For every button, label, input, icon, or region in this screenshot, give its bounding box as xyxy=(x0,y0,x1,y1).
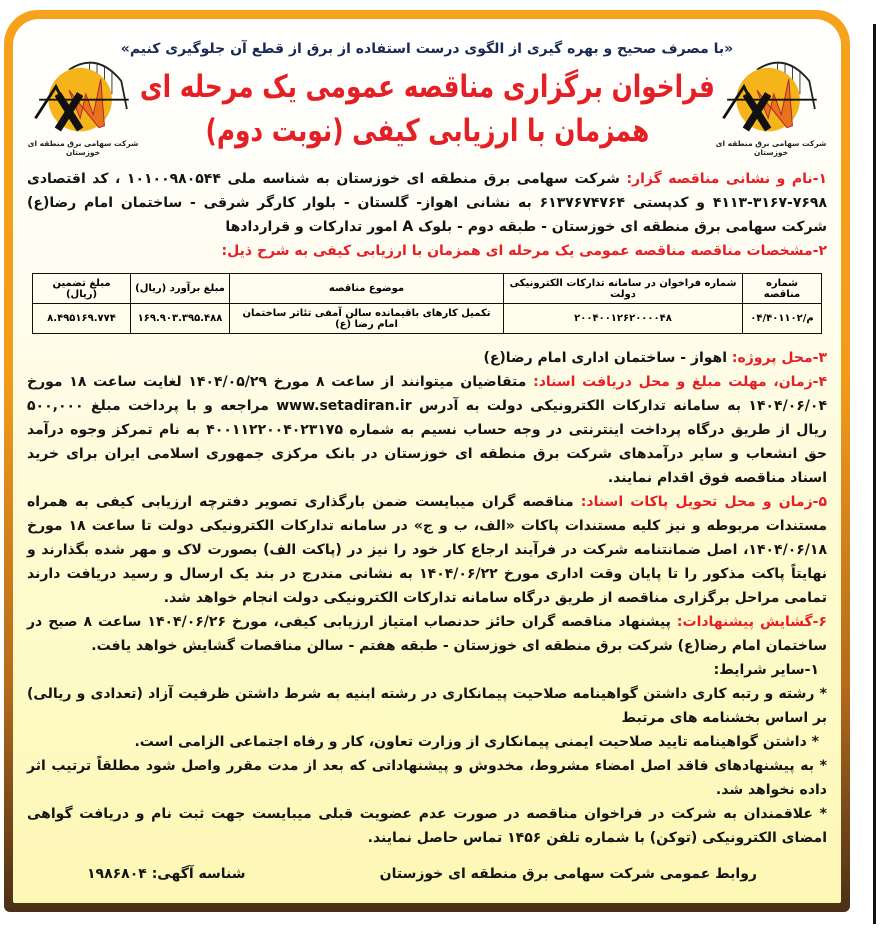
notice-body xyxy=(13,19,841,903)
section-4-heading: ۴-زمان، مهلت مبلغ و محل دریافت اسناد: xyxy=(533,374,828,390)
col-tender-number: شماره مناقصه xyxy=(743,274,822,304)
logo-caption: شرکت سهامی برق منطقه ای خوزستان xyxy=(27,139,139,157)
section-6-heading: ۶-گشایش پیشنهادات: xyxy=(676,614,828,630)
section-4-body: متقاضیان میتوانند از ساعت ۸ مورخ ۱۴۰۴/۰۵/۲۹ لغایت ساعت ۱۸ مورخ ۱۴۰۴/۰۶/۰۴ به سامانه تدارکات الکترونیکی دولت به آدرس www.setadiran.ir مراجعه و با پرداخت مبلغ ۵۰۰,۰۰۰ ریال از طریق درگاه پرداخت اینترنتی در وجه حساب نسیم به شماره ۴۰۰۱۱۲۲۰۰۴۰۲۳۱۷۵ به نام تمرکز وجوه درآمد حق انشعاب و سایر درآمدهای شرکت برق منطقه ای خوزستان در بانک مرکزی جمهوری اسلامی ایران برای خرید اسناد مناقصه فوق اقدام نمایند. xyxy=(27,374,827,486)
cell-tender-number: م/۰۴/۴۰۱۱۰۲ xyxy=(743,304,822,334)
section-6-body: پیشنهاد مناقصه گران حائز حدنصاب امتیاز ارزیابی کیفی، مورخ ۱۴۰۴/۰۶/۲۶ ساعت ۸ صبح در ساختمان امام رضا(ع) شرکت برق منطقه ای خوزستان - طبقه هفتم - سالن مناقصات گشایش خواهد یافت. xyxy=(27,614,827,654)
notice-title-line1-wrap xyxy=(27,69,827,105)
publisher-credit: روابط عمومی شرکت سهامی برق منطقه ای خوزستان xyxy=(379,866,757,882)
col-subject: موضوع مناقصه xyxy=(230,274,504,304)
condition-item: * داشتن گواهینامه تایید صلاحیت ایمنی پیمانکاری از وزارت تعاون، کار و رفاه اجتماعی الزامی است. xyxy=(134,734,819,750)
tender-table xyxy=(32,273,822,334)
section-1-heading: ۱-نام و نشانی مناقصه گزار: xyxy=(626,171,827,187)
condition-item: * علاقمندان به شرکت در فراخوان مناقصه در صورت عدم عضویت قبلی میبایست جهت ثبت نام و دریافت گواهی امضای الکترونیکی (توکن) با شماره تلفن ۱۴۵۶ تماس حاصل نمایند. xyxy=(27,806,827,846)
condition-item: * رشته و رتبه کاری داشتن گواهینامه صلاحیت پیمانکاری در رشته ابنیه به شرط داشتن ظرفیت آزاد (تعدادی و ریالی) بر اساس بخشنامه های مرتبط xyxy=(27,686,827,726)
notice-title-line2-wrap xyxy=(27,113,827,149)
col-estimate: مبلغ برآورد (ریال) xyxy=(131,274,230,304)
cell-estimate: ۱۶۹.۹۰۳.۳۹۵.۴۸۸ xyxy=(131,304,230,334)
notice-title-line1: فراخوان برگزاری مناقصه عمومی یک مرحله ای xyxy=(139,69,715,105)
scan-edge-line xyxy=(873,24,876,924)
col-call-number: شماره فراخوان در سامانه تدارکات الکترونیکی دولت xyxy=(504,274,743,304)
col-guarantee: مبلغ تضمین (ریال) xyxy=(33,274,131,304)
section-5-body: مناقصه گران میبایست ضمن بارگذاری تصویر دفترچه ارزیابی کیفی به همراه مستندات مربوطه و نیز کلیه مستندات پاکات «الف، ب و ج» در سامانه تدارکات الکترونیکی دولت تا ساعت ۱۸ مورخ ۱۴۰۴/۰۶/۱۸، اصل ضمانتنامه شرکت در فرآیند ارجاع کار خود را نیز در (پاکت الف) بصورت لاک و مهر شده بگذارند و نهایتاً پاکت مذکور را تا پایان وقت اداری مورخ ۱۴۰۴/۰۶/۲۲ به نشانی مندرج در بند یک ارسال و رسید دریافت دارند تمامی مراحل برگزاری مناقصه از طریق درگاه سامانه تدارکات الکترونیکی دولت انجام خواهد شد. xyxy=(27,494,828,606)
cell-guarantee: ۸.۴۹۵۱۶۹.۷۷۴ xyxy=(33,304,131,334)
ad-id: شناسه آگهی: ۱۹۸۶۸۰۴ xyxy=(87,866,246,882)
conditions-heading: ۱-سایر شرایط: xyxy=(713,662,819,678)
section-1-body: شرکت سهامی برق منطقه ای خوزستان به شناسه ملی ۱۰۱۰۰۹۸۰۵۴۴ ، کد اقتصادی ۷۶۹۸-۳۱۶۷-۴۱۱۳ و کدپستی ۶۱۳۷۶۷۴۷۶۴ به نشانی اهواز- گلستان - بلوار کارگر شرقی - ساختمان امام رضا(ع) شرکت سهامی برق منطقه ای خوزستان - طبقه دوم - بلوک A امور تدارکات و قراردادها xyxy=(27,171,827,235)
section-2-heading: ۲-مشخصات مناقصه مناقصه عمومی یک مرحله ای همزمان با ارزیابی کیفی به شرح ذیل: xyxy=(221,243,827,259)
section-3-heading: ۳-محل پروژه: xyxy=(731,350,827,366)
footer xyxy=(27,850,827,886)
slogan: «با مصرف صحیح و بهره گیری از الگوی درست استفاده از برق از قطع آن جلوگیری کنیم» xyxy=(120,41,734,57)
section-5-heading: ۵-زمان و محل تحویل پاکات اسناد: xyxy=(580,494,827,510)
notice-header xyxy=(27,19,827,167)
condition-item: * به پیشنهادهای فاقد اصل امضاء مشروط، مخدوش و پیشنهاداتی که بعد از مدت مقرر واصل شود مطلقاً ترتیب اثر داده نخواهد شد. xyxy=(27,758,827,798)
cell-call-number: ۲۰۰۴۰۰۱۲۶۲۰۰۰۰۴۸ xyxy=(504,304,743,334)
notice-frame xyxy=(4,10,850,912)
section-1 xyxy=(27,167,827,263)
table-row xyxy=(33,304,822,334)
sections-3-to-end xyxy=(27,346,827,850)
table-header-row xyxy=(33,274,822,304)
notice-title-line2: همزمان با ارزیابی کیفی (نوبت دوم) xyxy=(205,113,649,149)
section-3-body: اهواز - ساختمان اداری امام رضا(ع) xyxy=(483,350,728,366)
cell-subject: تکمیل کارهای باقیمانده سالن آمفی تئاتر ساختمان امام رضا (ع) xyxy=(230,304,504,334)
logo-caption: شرکت سهامی برق منطقه ای خوزستان xyxy=(715,139,827,157)
